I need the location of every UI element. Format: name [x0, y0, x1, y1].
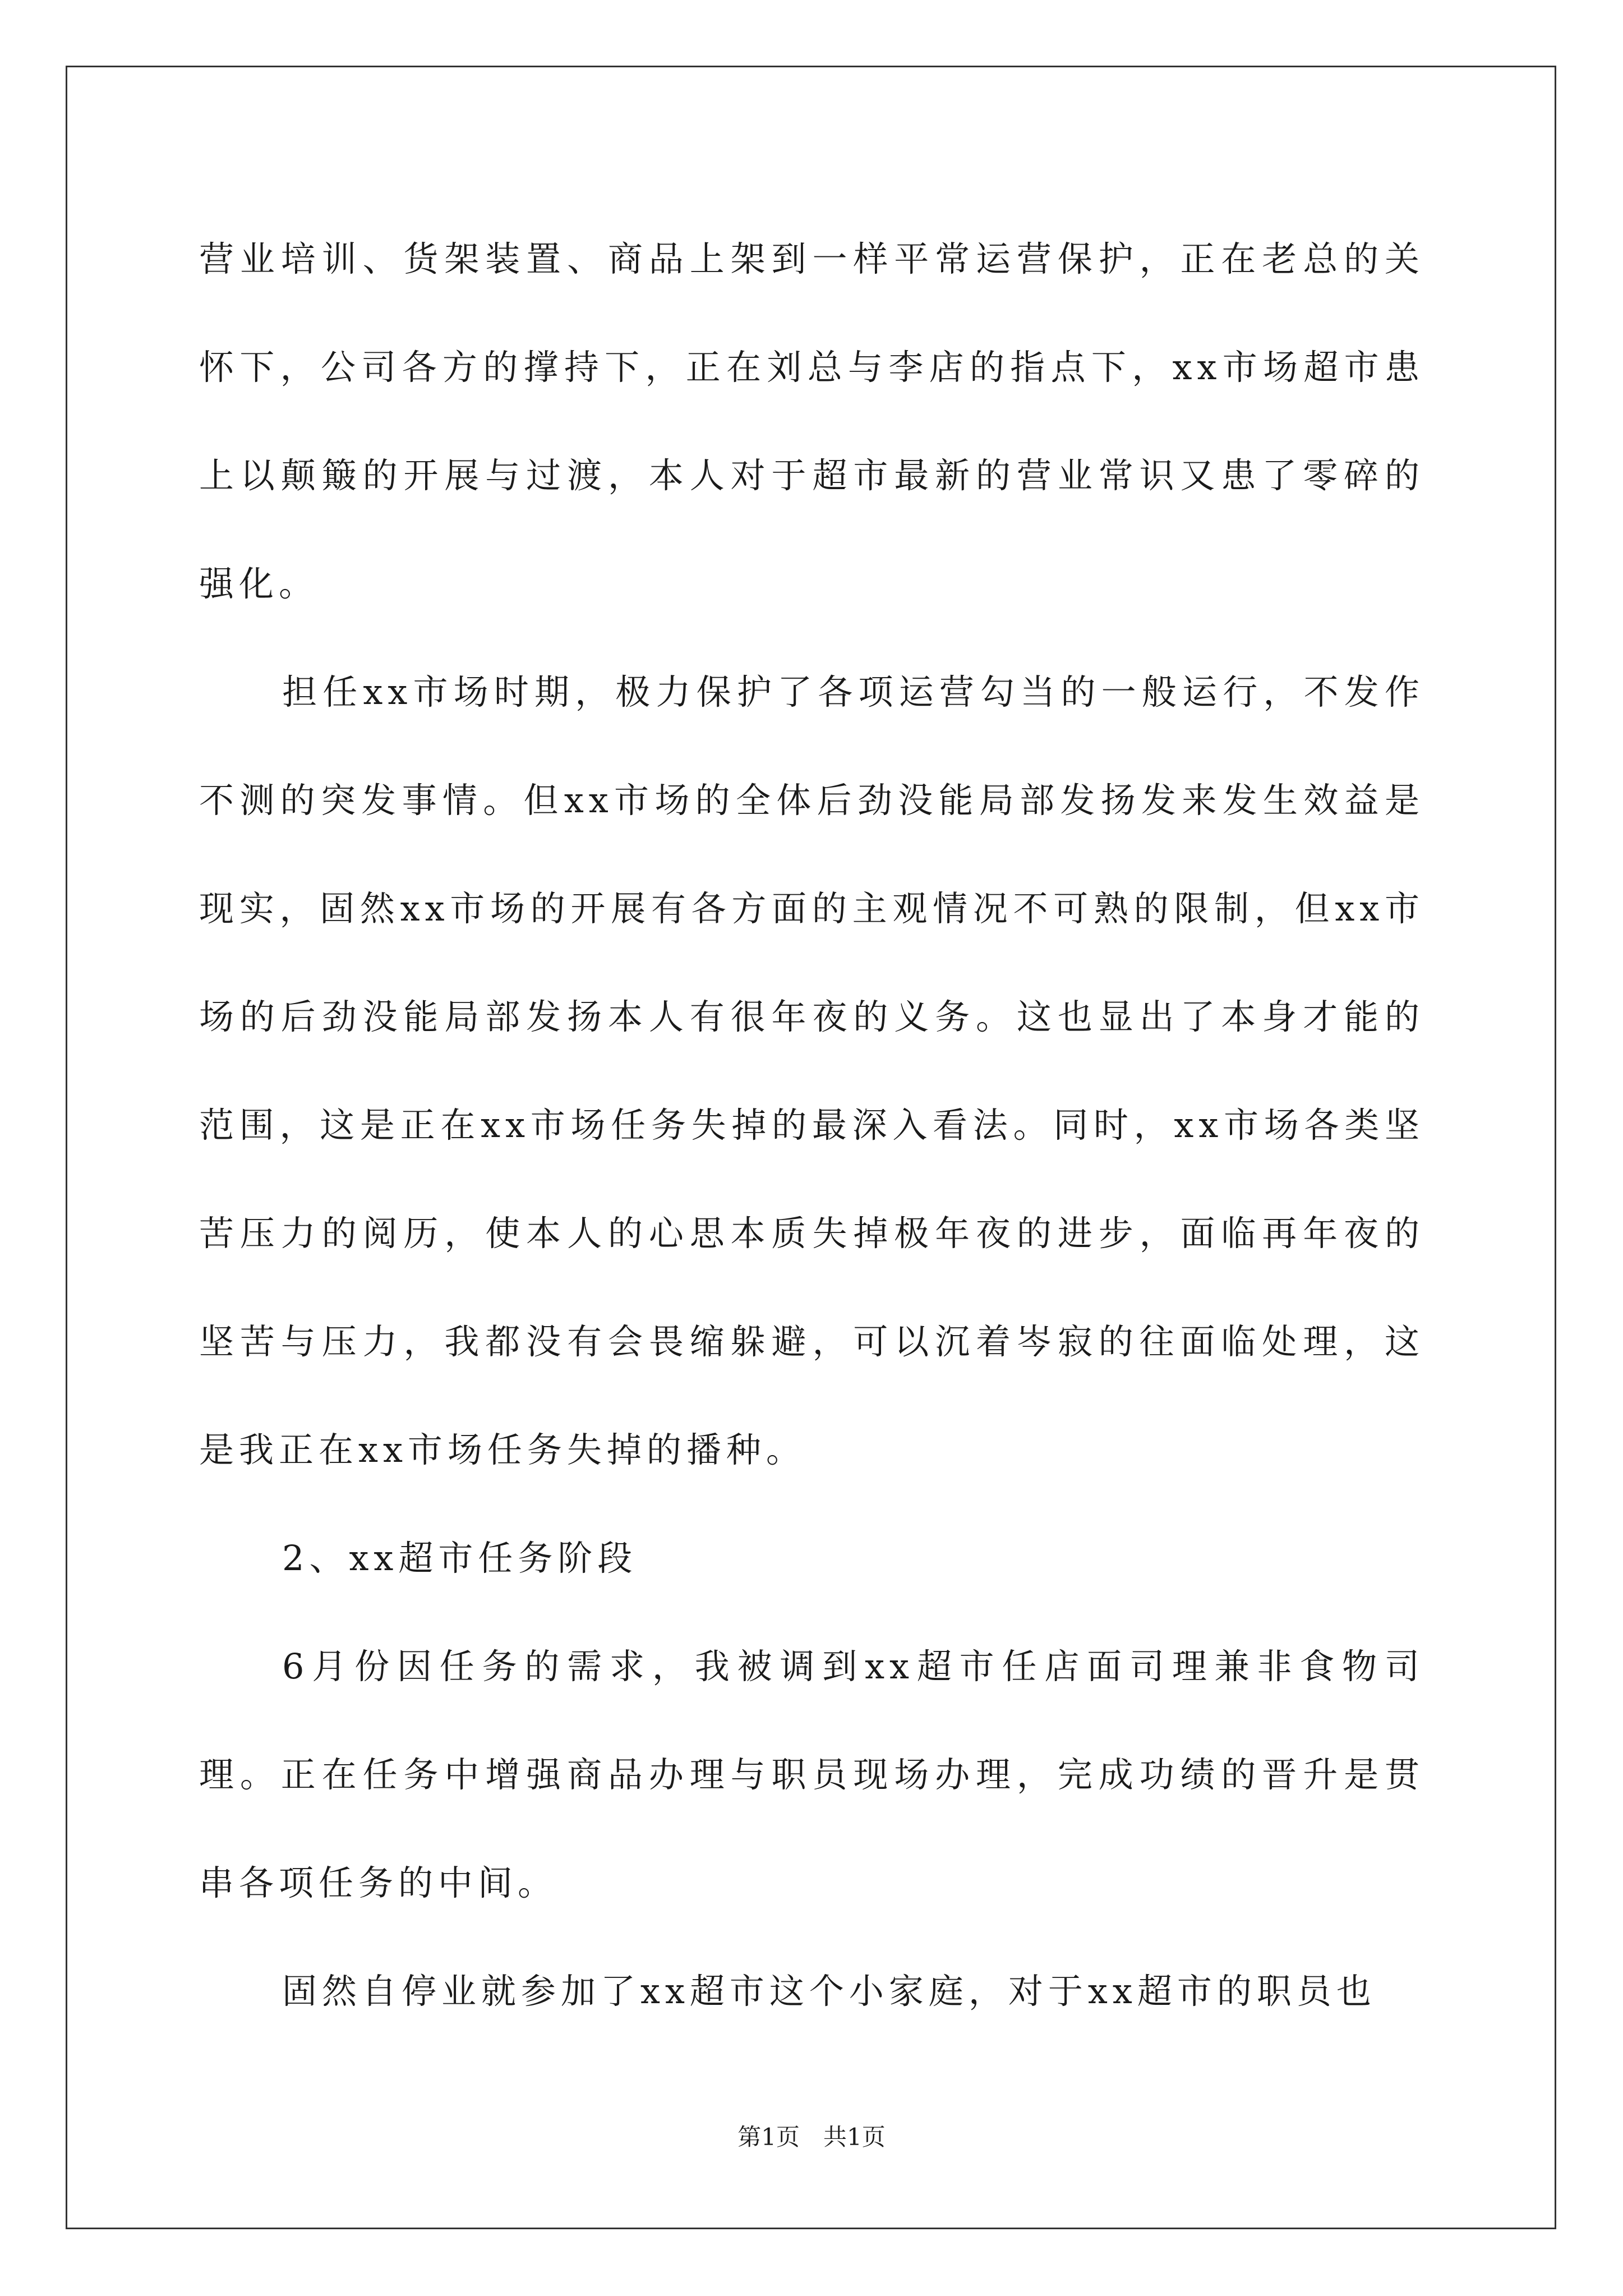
- section-heading: 2、xx超市任务阶段: [282, 1538, 638, 1579]
- document-body: [199, 205, 1424, 2045]
- paragraph-4: 固然自停业就参加了xx超市这个小家庭，对于xx超市的职员也: [282, 1971, 1376, 2012]
- paragraph-2: 担任xx市场时期，极力保护了各项运营勾当的一般运行，不发作不测的突发事情。但xx市场的全体后劲没能局部发扬发来发生效益是现实，固然xx市场的开展有各方面的主观情况不可熟的限制，但xx市场的后劲没能局部发扬本人有很年夜的义务。这也显出了本身才能的范围，这是正在xx市场任务失掉的最深入看法。同时，xx市场各类坚苦压力的阅历，使本人的心思本质失掉极年夜的进步，面临再年夜的坚苦与压力，我都没有会畏缩躲避，可以沉着岑寂的往面临处理，这是我正在xx市场任务失掉的播种。: [199, 671, 1424, 1470]
- paragraph-3: 6月份因任务的需求，我被调到xx超市任店面司理兼非食物司理。正在任务中增强商品办理与职员现场办理，完成功绩的晋升是贯串各项任务的中间。: [199, 1646, 1424, 1903]
- page-footer: [0, 2120, 1623, 2154]
- page-total: 共1页: [823, 2123, 886, 2151]
- paragraph-1: 营业培训、货架装置、商品上架到一样平常运营保护，正在老总的关怀下，公司各方的撑持下，正在刘总与李店的指点下，xx市场超市患上以颠簸的开展与过渡，本人对于超市最新的营业常识又患了零碎的强化。: [199, 238, 1424, 604]
- page-number: 第1页: [737, 2123, 800, 2151]
